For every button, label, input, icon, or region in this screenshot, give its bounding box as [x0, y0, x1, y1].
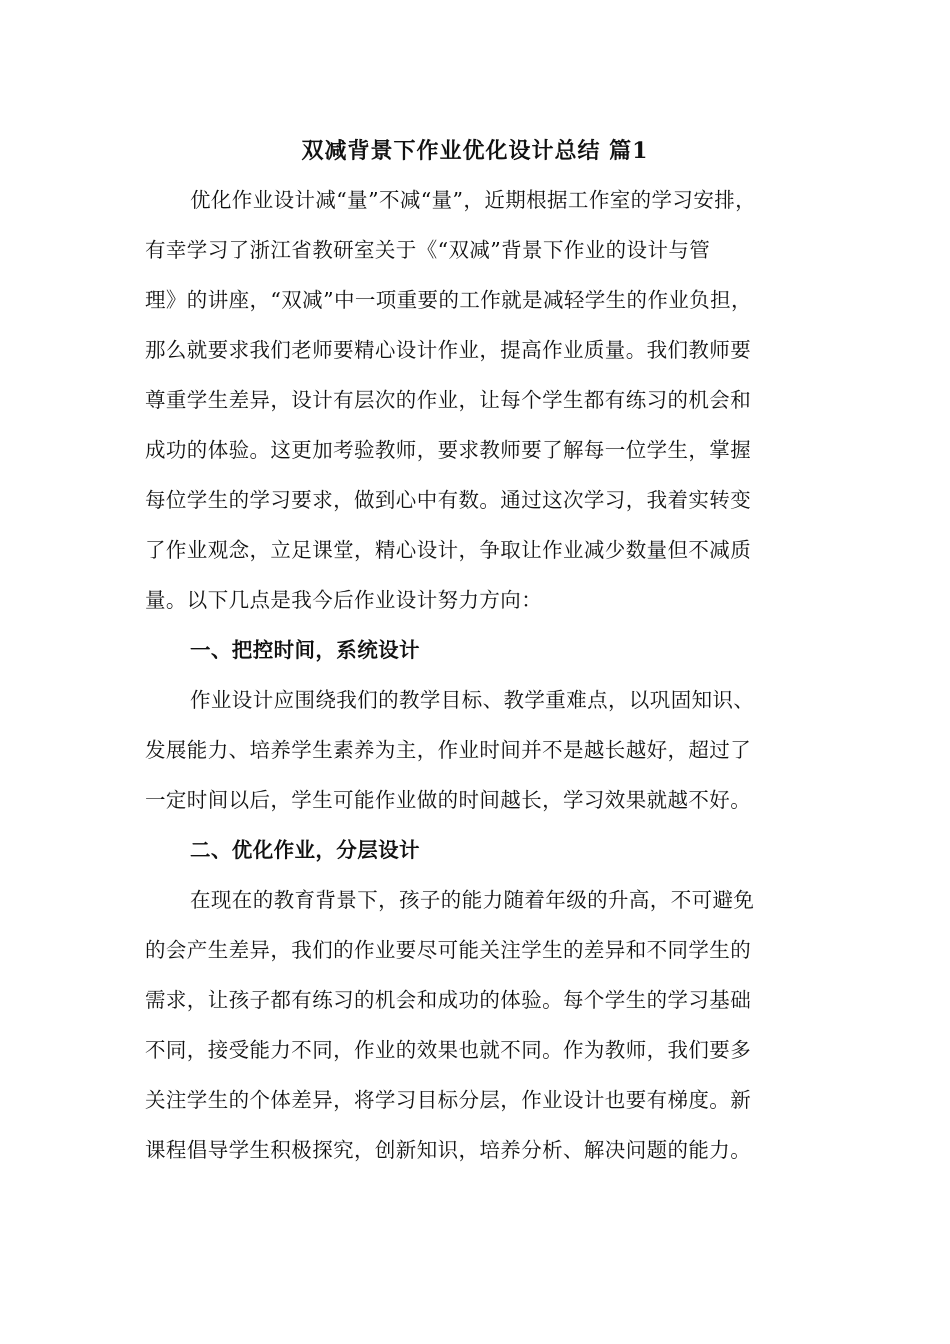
document-title: 双减背景下作业优化设计总结 篇1 — [301, 138, 649, 164]
paragraph-line: 了作业观念，立足课堂，精心设计，争取让作业减少数量但不减质 — [145, 538, 752, 562]
paragraph-line: 尊重学生差异，设计有层次的作业，让每个学生都有练习的机会和 — [145, 388, 752, 412]
paragraph-line: 关注学生的个体差异，将学习目标分层，作业设计也要有梯度。新 — [145, 1088, 752, 1112]
paragraph-line: 优化作业设计减“量”不减“量”，近期根据工作室的学习安排， — [190, 188, 757, 212]
paragraph-line: 需求，让孩子都有练习的机会和成功的体验。每个学生的学习基础 — [145, 988, 752, 1012]
paragraph-line: 不同，接受能力不同，作业的效果也就不同。作为教师，我们要多 — [145, 1038, 752, 1062]
paragraph-line: 一定时间以后，学生可能作业做的时间越长，学习效果就越不好。 — [145, 788, 752, 812]
paragraph-line: 那么就要求我们老师要精心设计作业，提高作业质量。我们教师要 — [145, 338, 752, 362]
paragraph-line: 课程倡导学生积极探究，创新知识，培养分析、解决问题的能力。 — [145, 1138, 752, 1162]
paragraph-line: 作业设计应围绕我们的教学目标、教学重难点，以巩固知识、 — [190, 688, 755, 712]
paragraph-line: 的会产生差异，我们的作业要尽可能关注学生的差异和不同学生的 — [145, 938, 752, 962]
paragraph-line: 理》的讲座，“双减”中一项重要的工作就是减轻学生的作业负担， — [145, 288, 752, 312]
section-heading: 一、把控时间，系统设计 — [190, 638, 420, 662]
section-heading: 二、优化作业，分层设计 — [190, 838, 420, 862]
paragraph-line: 成功的体验。这更加考验教师，要求教师要了解每一位学生，掌握 — [145, 438, 752, 462]
paragraph-line: 量。以下几点是我今后作业设计努力方向： — [145, 588, 543, 612]
paragraph-line: 发展能力、培养学生素养为主，作业时间并不是越长越好，超过了 — [145, 738, 752, 762]
paragraph-line: 每位学生的学习要求，做到心中有数。通过这次学习，我着实转变 — [145, 488, 752, 512]
paragraph-line: 有幸学习了浙江省教研室关于《“双减”背景下作业的设计与管 — [145, 238, 711, 262]
paragraph-line: 在现在的教育背景下，孩子的能力随着年级的升高，不可避免 — [190, 888, 755, 912]
